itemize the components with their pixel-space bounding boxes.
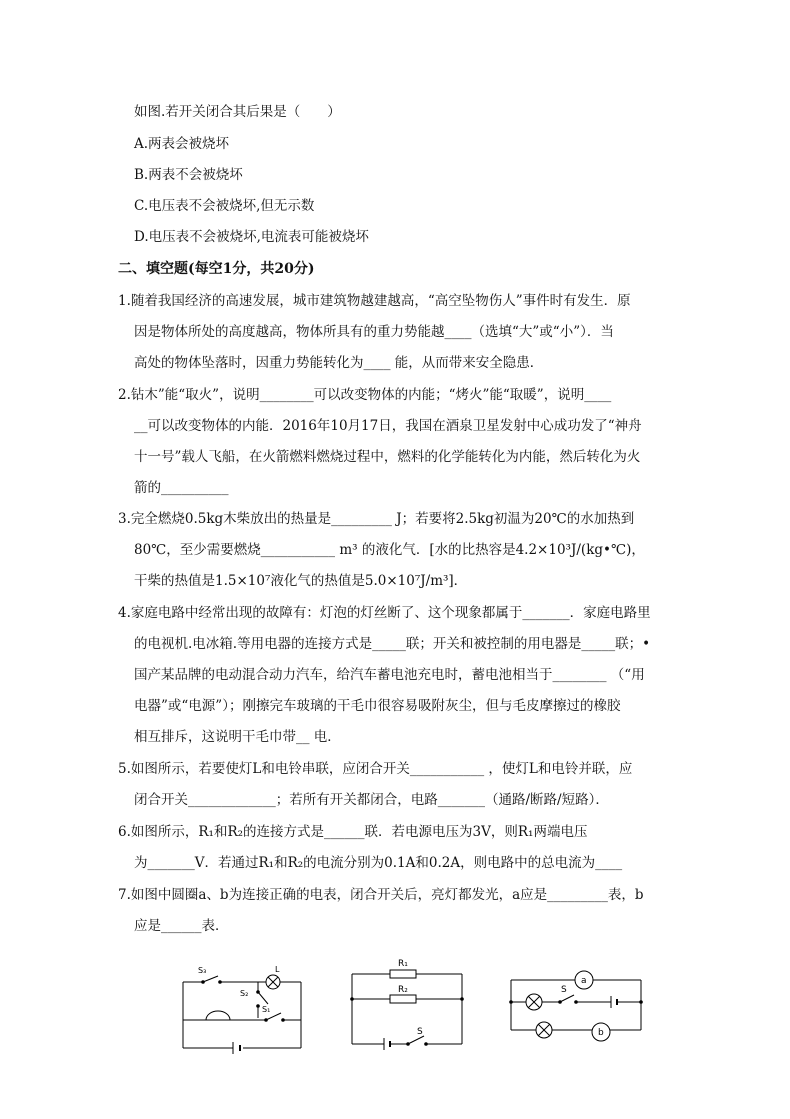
item-4-line-4: 电器”或“电源”）；刚擦完车玻璃的干毛巾很容易吸附灰尘，但与毛皮摩擦过的橡胶 [134,698,621,714]
item-4-line-1: 4.家庭电路中经常出现的故障有：灯泡的灯丝断了、这个现象都属于_______．家庭电路里 [118,605,651,621]
item-4-line-2: 的电视机.电冰箱.等用电器的连接方式是_____联；开关和被控制的用电器是_____联；• [134,636,651,652]
question-stem: 如图.若开关闭合其后果是（ ） [134,104,341,120]
label-switch-s: S [561,985,567,995]
item-5-line-2: 闭合开关_____________；若所有开关都闭合，电路_______（通路/断路/短路）． [134,792,609,808]
option-d: D.电压表不会被烧坏,电流表可能被烧坏 [134,229,369,245]
circuit-figure-1 [178,962,308,1058]
item-2-line-1: 2.钻木”能“取火”，说明________可以改变物体的内能；“烤火”能“取暖”，说明____ [118,387,612,403]
item-2-line-3: 十一号”载人飞船，在火箭燃料燃烧过程中，燃料的化学能转化为内能，然后转化为火 [134,449,641,465]
item-7-line-2: 应是______表． [134,918,229,934]
item-3-line-1: 3.完全燃烧0.5kg木柴放出的热量是_________ J；若要将2.5kg初温为20℃的水加热到 [118,511,635,527]
section-heading: 二、填空题(每空1分，共20分) [118,261,315,277]
label-s1: S₁ [262,1005,271,1014]
item-7-line-1: 7.如图中圆圈a、b为连接正确的电表，闭合开关后，亮灯都发光，a应是_________表，b [118,887,644,903]
circuit-figure-2 [344,954,468,1058]
item-3-line-3: 干柴的热值是1.5×10⁷液化气的热值是5.0×10⁷J/m³]． [134,573,468,589]
circuit-figure-3 [506,962,646,1054]
meter-a-label: a [581,976,587,986]
label-s3: S₃ [198,966,207,975]
item-2-line-2: __可以改变物体的内能．2016年10月17日，我国在酒泉卫星发射中心成功发了“神舟 [134,418,642,434]
item-1-line-1: 1.随着我国经济的高速发展，城市建筑物越建越高，“高空坠物伤人”事件时有发生．原 [118,293,631,309]
item-1-line-2: 因是物体所处的高度越高，物体所具有的重力势能越____（选填“大”或“小”）．当 [134,324,614,340]
item-5-line-1: 5.如图所示，若要使灯L和电铃串联，应闭合开关___________ ，使灯L和电铃并联，应 [118,761,633,777]
item-3-line-2: 80℃，至少需要燃烧___________ m³ 的液化气．[水的比热容是4.2×10³J/(kg•℃)， [134,542,645,558]
label-r1: R₁ [398,959,408,969]
label-r2: R₂ [398,985,408,995]
option-c: C.电压表不会被烧坏,但无示数 [134,198,315,214]
option-a: A.两表会被烧坏 [134,136,230,152]
item-6-line-1: 6.如图所示，R₁和R₂的连接方式是______联．若电源电压为3V，则R₁两端电压 [118,824,588,840]
label-switch: S [417,1027,423,1037]
option-b: B.两表不会被烧坏 [134,167,243,183]
item-6-line-2: 为_______V．若通过R₁和R₂的电流分别为0.1A和0.2A，则电路中的总电流为____ [134,855,623,871]
item-4-line-5: 相互排斥，这说明干毛巾带__ 电． [134,729,341,745]
item-1-line-3: 高处的物体坠落时，因重力势能转化为____ 能，从而带来安全隐患． [134,355,544,371]
item-4-line-3: 国产某品牌的电动混合动力汽车，给汽车蓄电池充电时，蓄电池相当于________ （“用 [134,667,645,683]
label-s2: S₂ [240,989,249,998]
item-2-line-4: 箭的__________ [134,480,229,496]
label-lamp: L [275,965,280,974]
meter-b-label: b [598,1028,604,1038]
